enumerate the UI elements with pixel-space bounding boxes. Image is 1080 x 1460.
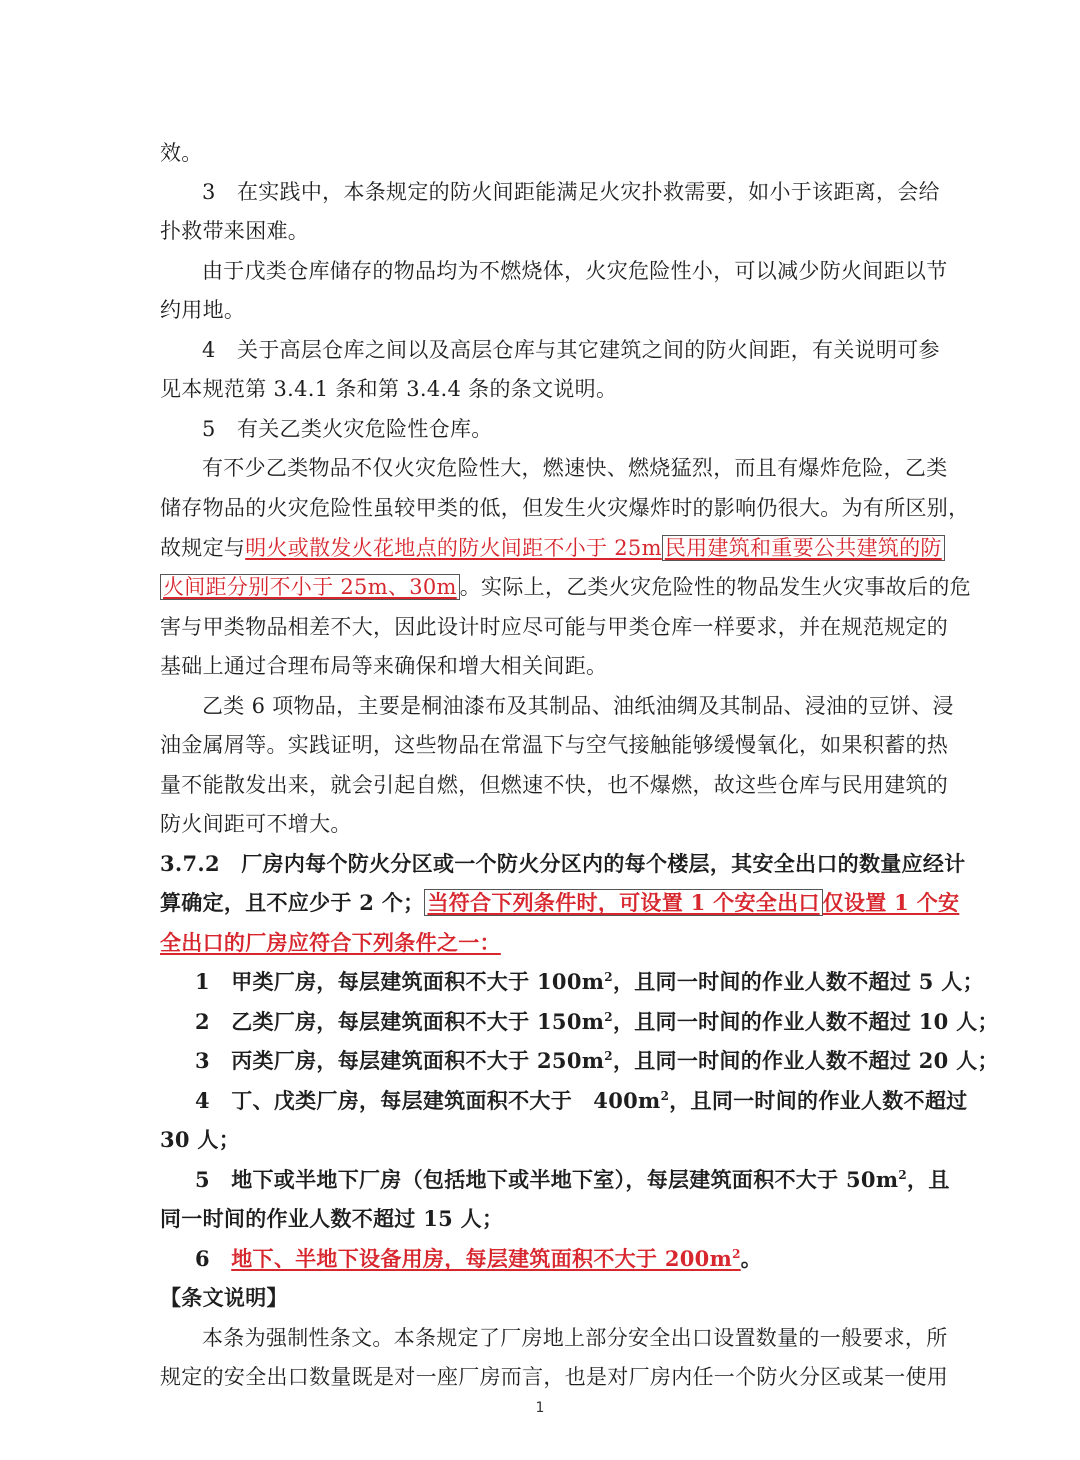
- text-run: 1 甲类厂房，每层建筑面积不大于 100m: [195, 969, 605, 994]
- text-line: 约用地。: [160, 298, 246, 322]
- text-line: 5 有关乙类火灾危险性仓库。: [202, 417, 493, 441]
- list-item: [195, 1087, 968, 1115]
- list-item-continuation: 30 人；: [160, 1127, 241, 1152]
- text-line: 油金属屑等。实践证明，这些物品在常温下与空气接触能够缓慢氧化，如果积蓄的热: [160, 733, 949, 757]
- section-heading: 【条文说明】: [160, 1285, 288, 1310]
- text-run: 6: [195, 1246, 232, 1271]
- text-line: 本条为强制性条文。本条规定了厂房地上部分安全出口设置数量的一般要求，所: [202, 1326, 948, 1350]
- list-item: [195, 1166, 950, 1194]
- text-run: 算确定，且不应少于 2 个；: [160, 890, 425, 915]
- superscript: 2: [732, 1247, 741, 1261]
- text-run: 2 乙类厂房，每层建筑面积不大于 150m: [195, 1009, 605, 1034]
- list-item: [195, 1008, 999, 1036]
- text-line: 基础上通过合理布局等来确保和增大相关间距。: [160, 654, 608, 678]
- page-number: 1: [535, 1400, 545, 1416]
- inserted-text: 仅设置 1 个安: [822, 890, 960, 915]
- text-run: 4 丁、戊类厂房，每层建筑面积不大于 400m: [195, 1088, 661, 1113]
- superscript: 2: [604, 970, 613, 984]
- text-line: 4 关于高层仓库之间以及高层仓库与其它建筑之间的防火间距，有关说明可参: [202, 338, 940, 362]
- text-run: 地下、半地下设备用房，每层建筑面积不大于 200m: [231, 1246, 733, 1271]
- text-line-revision: [160, 889, 960, 917]
- list-item-continuation: 同一时间的作业人数不超过 15 人；: [160, 1206, 504, 1231]
- deleted-text-box: 当符合下列条件时，可设置 1 个安全出口: [424, 889, 822, 916]
- superscript: 2: [898, 1168, 908, 1182]
- text-run: ，且同一时间的作业人数不超过 5 人；: [612, 969, 984, 994]
- text-line-revision: [160, 573, 971, 601]
- text-line-revision: [160, 534, 950, 562]
- inserted-text: 明火或散发火花地点的防火间距不小于 25m: [245, 536, 662, 560]
- text-run: ，且同一时间的作业人数不超过 20 人；: [612, 1048, 999, 1073]
- text-line: 害与甲类物品相差不大，因此设计时应尽可能与甲类仓库一样要求，并在规范规定的: [160, 615, 949, 639]
- text-line: 量不能散发出来，就会引起自燃，但燃速不快，也不爆燃，故这些仓库与民用建筑的: [160, 773, 949, 797]
- text-run: ，且: [907, 1167, 950, 1192]
- superscript: 2: [604, 1049, 613, 1063]
- inserted-text: 全出口的厂房应符合下列条件之一：: [160, 930, 501, 955]
- text-line: 乙类 6 项物品，主要是桐油漆布及其制品、油纸油绸及其制品、浸油的豆饼、浸: [202, 694, 954, 718]
- deleted-text-box: 民用建筑和重要公共建筑的防: [662, 535, 945, 561]
- text-run: 5 地下或半地下厂房（包括地下或半地下室），每层建筑面积不大于 50m: [195, 1167, 899, 1192]
- list-item: [195, 1047, 999, 1075]
- text-line: 有不少乙类物品不仅火灾危险性大，燃速快、燃烧猛烈，而且有爆炸危险，乙类: [202, 456, 948, 480]
- list-item: [195, 968, 984, 996]
- clause-heading: 3.7.2 厂房内每个防火分区或一个防火分区内的每个楼层，其安全出口的数量应经计: [160, 851, 966, 876]
- text-run: 。: [740, 1246, 763, 1271]
- text-line: 见本规范第 3.4.1 条和第 3.4.4 条的条文说明。: [160, 377, 618, 401]
- text-run: ，且同一时间的作业人数不超过: [669, 1088, 968, 1113]
- text-line: 扑救带来困难。: [160, 219, 310, 243]
- text-line: 储存物品的火灾危险性虽较甲类的低，但发生火灾爆炸时的影响仍很大。为有所区别，: [160, 496, 970, 520]
- superscript: 2: [604, 1010, 613, 1024]
- deleted-text-box: 火间距分别不小于 25m、30m: [160, 574, 460, 600]
- text-line: 3 在实践中，本条规定的防火间距能满足火灾扑救需要，如小于该距离，会给: [202, 180, 940, 204]
- inserted-text: [231, 1246, 741, 1271]
- text-line: 规定的安全出口数量既是对一座厂房而言，也是对厂房内任一个防火分区或某一使用: [160, 1365, 949, 1389]
- text-run: 。实际上，乙类火灾危险性的物品发生火灾事故后的危: [459, 575, 971, 599]
- text-run: ，且同一时间的作业人数不超过 10 人；: [612, 1009, 999, 1034]
- superscript: 2: [660, 1089, 670, 1103]
- text-line: 防火间距可不增大。: [160, 812, 352, 836]
- text-line: 效。: [160, 141, 203, 165]
- list-item-revision: [195, 1245, 950, 1273]
- text-run: 故规定与: [160, 536, 246, 560]
- text-line: 由于戊类仓库储存的物品均为不燃烧体，火灾危险性小，可以减少防火间距以节: [202, 259, 948, 283]
- text-run: 3 丙类厂房，每层建筑面积不大于 250m: [195, 1048, 605, 1073]
